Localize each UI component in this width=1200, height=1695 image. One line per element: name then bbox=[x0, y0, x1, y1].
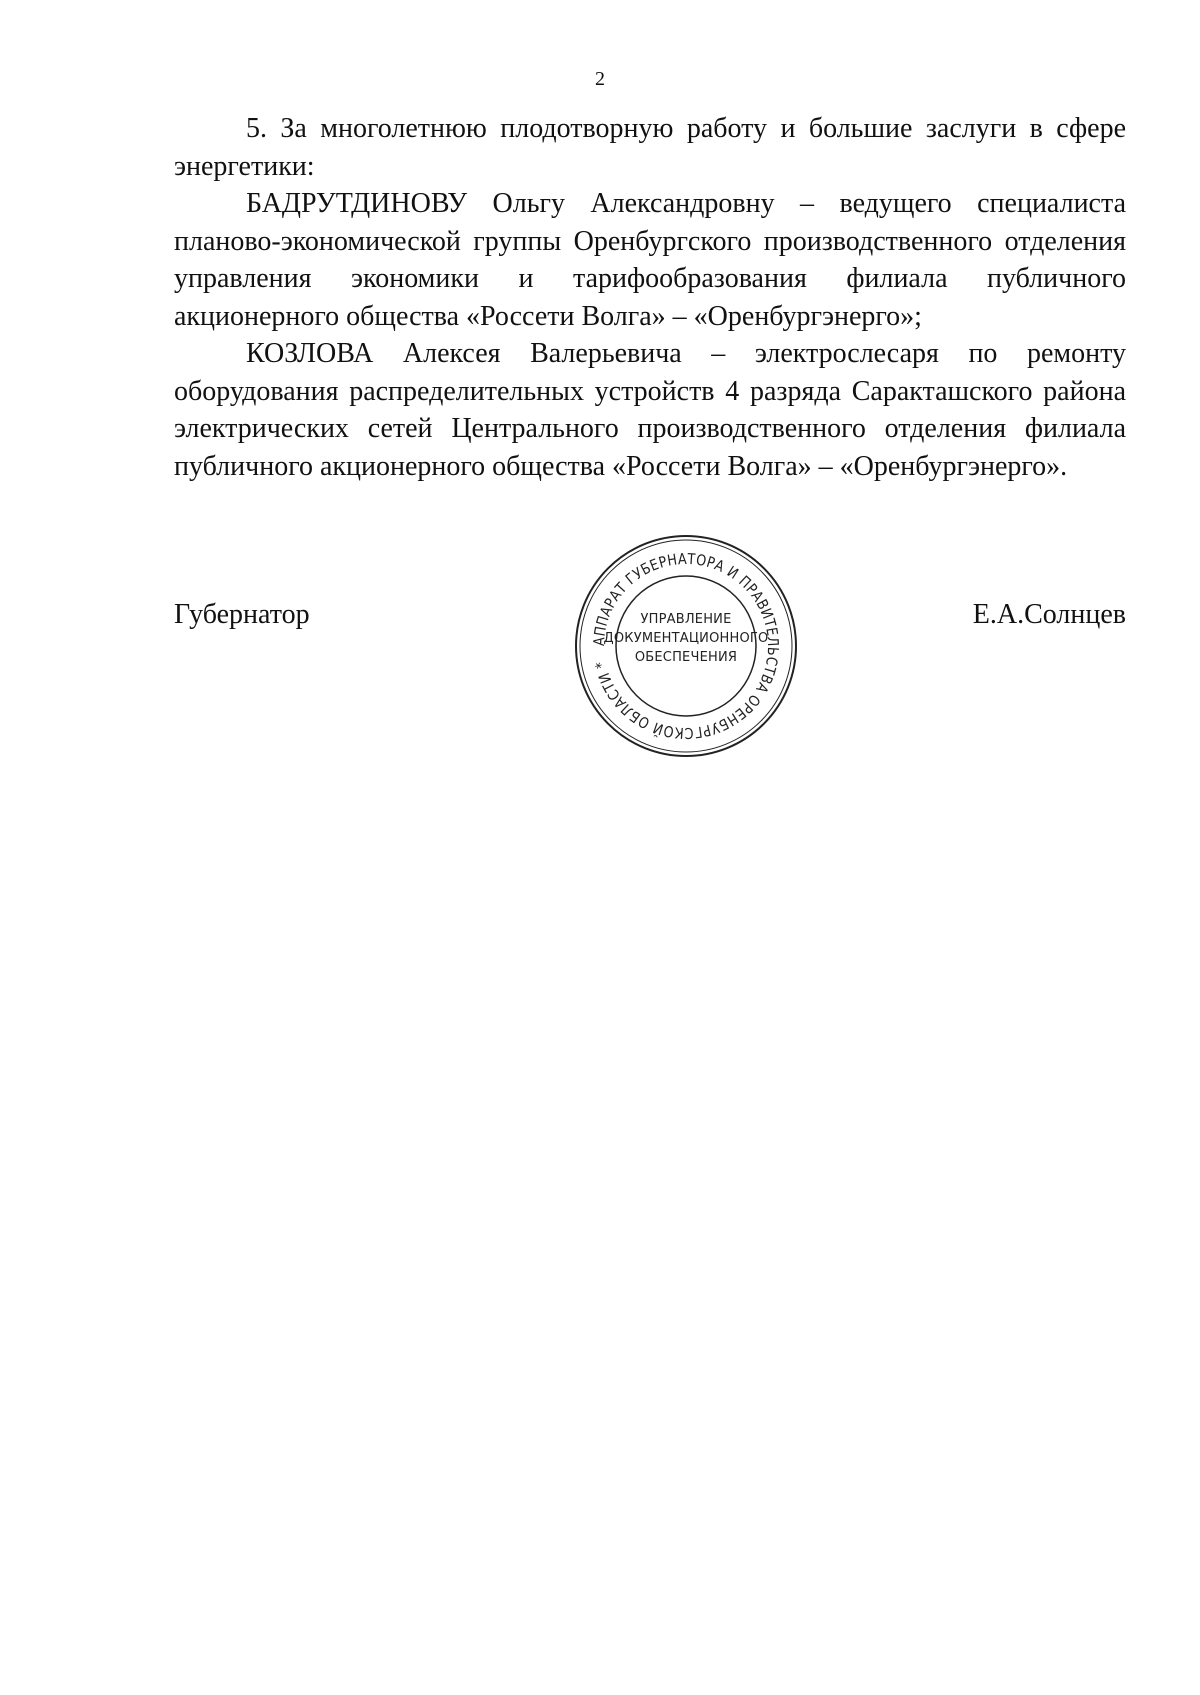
stamp-center-line: УПРАВЛЕНИЕ bbox=[640, 612, 732, 627]
stamp-center-text bbox=[572, 610, 800, 667]
stamp-center-line: ОБЕСПЕЧЕНИЯ bbox=[634, 650, 738, 665]
stamp-center-line: ДОКУМЕНТАЦИОННОГО bbox=[603, 631, 769, 646]
page-number: 2 bbox=[595, 68, 605, 90]
signature-title: Губернатор bbox=[174, 599, 310, 630]
document-body bbox=[174, 110, 1126, 485]
stamp-ring-text: АППАРАТ ГУБЕРНАТОРА И ПРАВИТЕЛЬСТВА ОРЕНБУРГСКОЙ ОБЛАСТИ * bbox=[589, 549, 783, 743]
paragraph-badrutdinova: БАДРУТДИНОВУ Ольгу Александровну – ведущего специалиста планово-экономической группы Оренбургского производственного отделения управления экономики и тарифообразования филиала публичного акционерного общества «Россети Волга» – «Оренбургэнерго»; bbox=[174, 188, 1126, 332]
official-stamp bbox=[572, 532, 800, 760]
paragraph-kozlov: КОЗЛОВА Алексея Валерьевича – электрослесаря по ремонту оборудования распределительных устройств 4 разряда Саракташского района электрических сетей Центрального производственного отделения филиала публичного акционерного общества «Россети Волга» – «Оренбургэнерго». bbox=[174, 338, 1126, 482]
signature-name: Е.А.Солнцев bbox=[972, 599, 1126, 630]
paragraph-item-5: 5. За многолетнюю плодотворную работу и большие заслуги в сфере энергетики: bbox=[174, 113, 1126, 182]
